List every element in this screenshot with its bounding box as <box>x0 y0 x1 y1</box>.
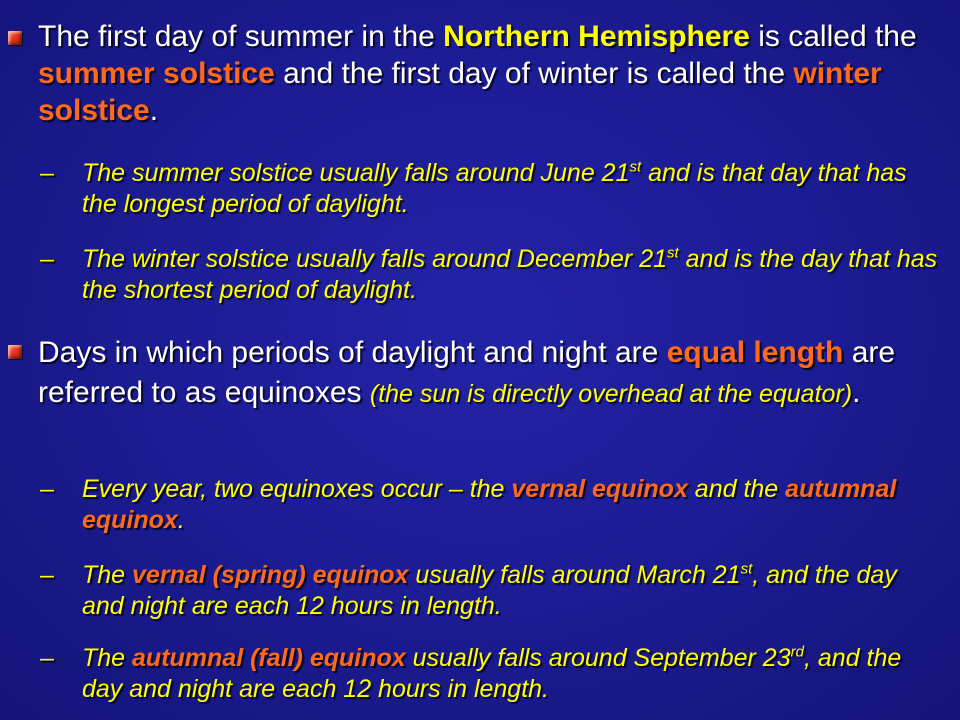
equal-length-term: equal length <box>666 336 844 369</box>
dash-marker: – <box>40 644 54 672</box>
text-span: The winter solstice usually falls around December 21 <box>82 245 667 273</box>
dash-marker: – <box>40 159 54 187</box>
text-span: usually falls around March 21 <box>408 561 741 589</box>
sub-item-text <box>82 244 944 306</box>
dash-marker: – <box>40 475 54 503</box>
sub-item-text <box>82 560 944 622</box>
equator-note: (the sun is directly overhead at the equator) <box>369 380 853 408</box>
text-span: The <box>82 561 133 589</box>
text-span: and is that day that has the longest period of daylight. <box>82 159 907 218</box>
text-span: usually falls around September 23 <box>405 644 791 672</box>
text-span: and is the day that has the shortest period of daylight. <box>82 245 938 304</box>
text-span: . <box>177 506 185 534</box>
dash-marker: – <box>40 561 54 589</box>
text-span: is called the <box>749 20 917 53</box>
summer-solstice-term: summer solstice <box>38 57 275 90</box>
autumnal-fall-equinox-term: autumnal (fall) equinox <box>132 644 406 672</box>
sub-item-text <box>82 158 944 220</box>
vernal-spring-equinox-term: vernal (spring) equinox <box>132 561 409 589</box>
text-span: . <box>852 376 861 409</box>
text-span: are referred to as equinoxes <box>38 336 896 409</box>
ordinal-sup: st <box>667 244 679 262</box>
text-span: The <box>82 644 133 672</box>
text-span: The summer solstice usually falls around June 21 <box>82 159 630 187</box>
bullet-2-text <box>38 333 943 414</box>
ordinal-sup: st <box>629 158 642 176</box>
text-span: , and the day and night are each 12 hours in length. <box>82 644 902 703</box>
text-span: Every year, two equinoxes occur – the <box>82 475 512 503</box>
text-span: . <box>149 94 159 127</box>
northern-hemisphere-term: Northern Hemisphere <box>443 20 750 53</box>
ordinal-sup: st <box>740 560 753 578</box>
square-bullet-icon <box>8 345 22 359</box>
ordinal-sup: rd <box>790 643 804 661</box>
sub-item-text <box>82 474 944 536</box>
autumnal-equinox-term: autumnal equinox <box>82 475 897 534</box>
winter-solstice-term: winter solstice <box>38 57 882 127</box>
text-span: and the first day of winter is called the <box>274 57 794 90</box>
square-bullet-icon <box>8 31 22 45</box>
text-span: , and the day and night are each 12 hours in length. <box>82 561 897 620</box>
dash-marker: – <box>40 245 54 273</box>
text-span: and the <box>687 475 786 503</box>
text-span: Days in which periods of daylight and night are <box>38 336 667 369</box>
sub-item-text <box>82 643 944 705</box>
vernal-equinox-term: vernal equinox <box>511 475 688 503</box>
bullet-1-text <box>38 18 943 129</box>
text-span: The first day of summer in the <box>38 20 444 53</box>
